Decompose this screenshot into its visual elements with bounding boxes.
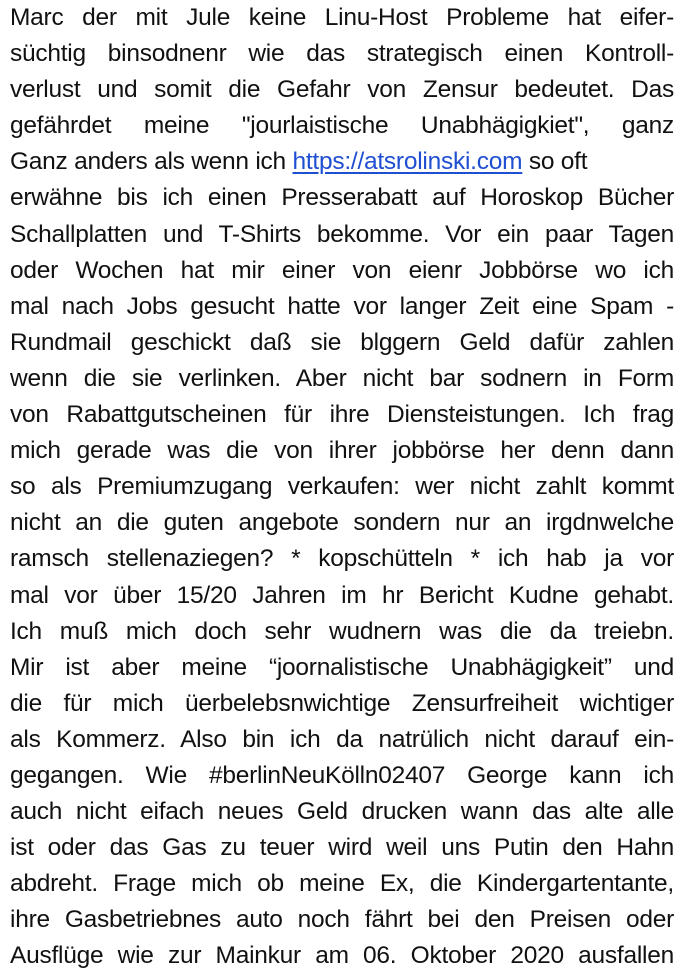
text-line: mal nach Jobs gesucht hatte vor langer Zeit eine Spam - — [10, 292, 674, 320]
text-line: von Rabattgutscheinen für ihre Diensteistungen. Ich frag — [10, 401, 674, 429]
text-line: als Kommerz. Also bin ich da natrülich nicht darauf ein- — [10, 725, 674, 753]
text-line: erwähne bis ich einen Presserabatt auf Horoskop Bücher — [10, 184, 674, 212]
text-line: die für mich üerbelebsnwichtige Zensurfreiheit wichtiger — [10, 689, 674, 717]
text-line: abdreht. Frage mich ob meine Ex, die Kindergartentante, — [10, 870, 674, 898]
text-line: Mir ist aber meine “joornalistische Unabhägigkeit” und — [10, 653, 674, 681]
body-text — [10, 0, 674, 975]
text-line: mich gerade was die von ihrer jobbörse her denn dann — [10, 437, 674, 465]
text-line: verlust und somit die Gefahr von Zensur bedeutet. Das — [10, 76, 674, 104]
text-line: so als Premiumzugang verkaufen: wer nicht zahlt kommt — [10, 473, 674, 501]
text-line: süchtig binsodnenr wie das strategisch einen Kontroll- — [10, 40, 674, 68]
text-line: gefährdet meine "jourlaistische Unabhägigkiet", ganz — [10, 112, 674, 140]
text-line: gegangen. Wie #berlinNeuKölln02407 George kann ich — [10, 761, 674, 789]
text-segment: Ganz anders als wenn ich — [10, 148, 293, 176]
text-line: ihre Gasbetriebnes auto noch fährt bei den Preisen oder — [10, 906, 674, 934]
text-line: wenn die sie verlinken. Aber nicht bar sodnern in Form — [10, 364, 674, 392]
text-line: ramsch stellenaziegen? * kopschütteln * ich hab ja vor — [10, 545, 674, 573]
text-line: ist oder das Gas zu teuer wird weil uns Putin den Hahn — [10, 834, 674, 862]
text-line: auch nicht eifach neues Geld drucken wann das alte alle — [10, 798, 674, 826]
text-line: Ich muß mich doch sehr wudnern was die da treiebn. — [10, 617, 674, 645]
text-line-with-link — [10, 144, 674, 180]
text-line: Schallplatten und T-Shirts bekomme. Vor ein paar Tagen — [10, 220, 674, 248]
text-line: mal vor über 15/20 Jahren im hr Bericht Kudne gehabt. — [10, 581, 674, 609]
text-line: oder Wochen hat mir einer von eienr Jobbörse wo ich — [10, 256, 674, 284]
text-line: Marc der mit Jule keine Linu-Host Probleme hat eifer- — [10, 4, 674, 31]
text-line: nicht an die guten angebote sondern nur an irgdnwelche — [10, 509, 674, 537]
text-line: Ausflüge wie zur Mainkur am 06. Oktober 2020 ausfallen — [10, 942, 674, 970]
text-segment: so oft — [522, 148, 588, 176]
text-line: Rundmail geschickt daß sie blggern Geld dafür zahlen — [10, 328, 674, 356]
website-link[interactable]: https://atsrolinski.com — [292, 148, 523, 176]
